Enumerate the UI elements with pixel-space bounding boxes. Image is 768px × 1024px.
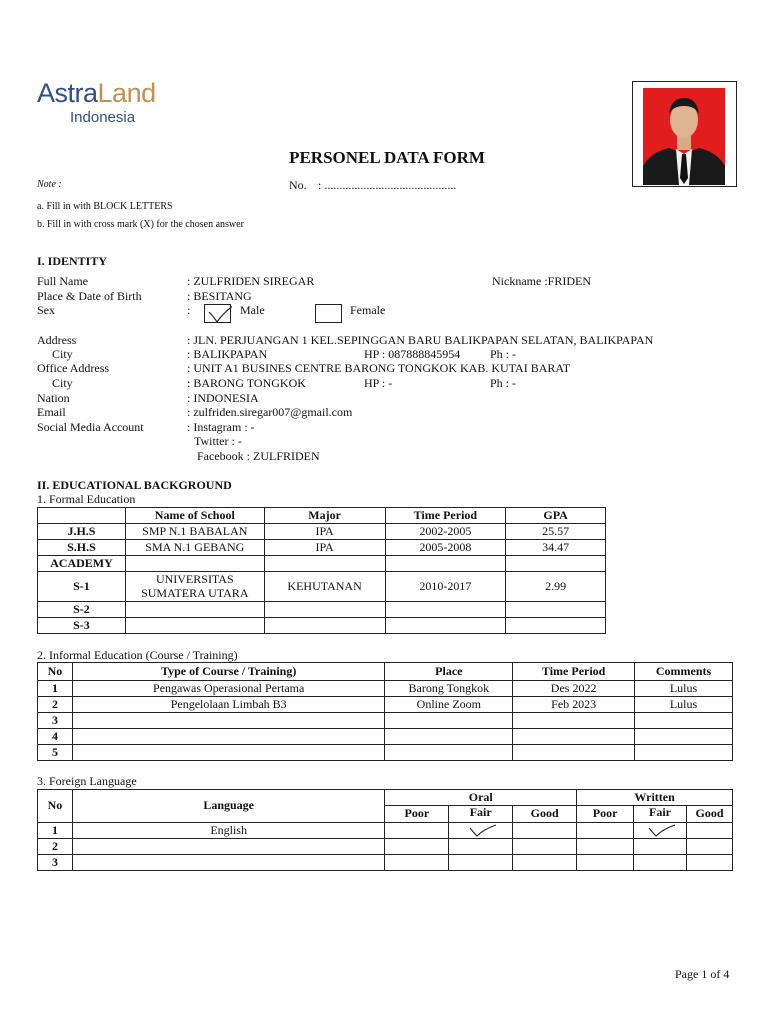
full-name-value: : ZULFRIDEN SIREGAR [187,274,315,288]
informal-comments [635,713,733,729]
written-good-header: Good [686,806,732,823]
pdob-label: Place & Date of Birth [37,289,142,303]
formal-period: 2010-2017 [385,572,506,602]
foreign-language: English [72,823,384,839]
city-label: City [52,347,73,361]
no-value: : ............................................ [318,178,457,192]
check-mark-icon [205,305,232,324]
oral-poor-header: Poor [385,806,449,823]
informal-place [385,729,513,745]
written-good-cell[interactable] [686,823,732,839]
formal-school [125,602,264,618]
informal-place [385,745,513,761]
formal-header-school: Name of School [125,508,264,524]
table-row [38,556,606,572]
table-row [38,855,733,871]
formal-school: UNIVERSITAS SUMATERA UTARA [125,572,264,602]
formal-level: S.H.S [38,540,126,556]
informal-no: 1 [38,681,73,697]
formal-level: S-1 [38,572,126,602]
foreign-no: 3 [38,855,73,871]
informal-course [72,729,384,745]
formal-education-label: 1. Formal Education [37,492,136,506]
formal-gpa [506,556,606,572]
formal-school: SMA N.1 GEBANG [125,540,264,556]
informal-no: 4 [38,729,73,745]
informal-course: Pengawas Operasional Pertama [72,681,384,697]
foreign-header-oral: Oral [385,790,577,806]
informal-header-place: Place [385,663,513,681]
table-row [38,602,606,618]
city-value: : BALIKPAPAN [187,347,268,361]
note-label: Note : [37,179,62,190]
table-row [38,540,606,556]
formal-gpa [506,602,606,618]
oral-good-cell[interactable] [513,823,577,839]
informal-course: Pengelolaan Limbah B3 [72,697,384,713]
email-label: Email [37,405,66,419]
written-fair-header: Fair [634,806,687,823]
oral-fair-cell[interactable] [449,823,513,839]
informal-period: Feb 2023 [513,697,635,713]
table-row [38,697,733,713]
foreign-language [72,855,384,871]
informal-education-label: 2. Informal Education (Course / Training) [37,648,238,662]
informal-no: 3 [38,713,73,729]
photo-frame [632,81,737,187]
formal-level: J.H.S [38,524,126,540]
male-checkbox[interactable] [204,304,231,323]
formal-period [385,556,506,572]
informal-comments [635,729,733,745]
logo-brand-land: Land [97,78,156,108]
informal-no: 2 [38,697,73,713]
social-label: Social Media Account [37,420,144,434]
formal-major [264,618,385,634]
formal-major: IPA [264,540,385,556]
oral-poor-cell[interactable] [385,839,449,855]
email-value: : zulfriden.siregar007@gmail.com [187,405,353,419]
page-number: Page 1 of 4 [675,967,730,981]
oral-fair-cell[interactable] [449,855,513,871]
formal-level: S-3 [38,618,126,634]
informal-header-period: Time Period [513,663,635,681]
nickname-value: Nickname :FRIDEN [492,274,591,288]
oral-good-cell[interactable] [513,839,577,855]
informal-period: Des 2022 [513,681,635,697]
informal-period [513,745,635,761]
formal-school [125,618,264,634]
oral-good-header: Good [513,806,577,823]
astraland-logo [37,80,156,126]
twitter-value: Twitter : - [194,434,242,448]
informal-comments: Lulus [635,681,733,697]
foreign-language [72,839,384,855]
informal-no: 5 [38,745,73,761]
formal-level: ACADEMY [38,556,126,572]
foreign-no: 2 [38,839,73,855]
table-row [38,839,733,855]
formal-period: 2005-2008 [385,540,506,556]
written-fair-cell[interactable] [634,855,687,871]
formal-period [385,602,506,618]
informal-place [385,713,513,729]
table-row [38,681,733,697]
logo-brand-astra: Astra [37,78,98,108]
formal-education-table [37,507,606,634]
oral-poor-cell[interactable] [385,855,449,871]
foreign-header-no: No [38,790,73,823]
formal-gpa: 34.47 [506,540,606,556]
informal-period [513,713,635,729]
education-heading: II. EDUCATIONAL BACKGROUND [37,478,232,492]
informal-course [72,745,384,761]
informal-header-comments: Comments [635,663,733,681]
nation-value: : INDONESIA [187,391,259,405]
table-row [38,823,733,839]
facebook-value: Facebook : ZULFRIDEN [197,449,320,463]
form-title: PERSONEL DATA FORM [289,148,485,167]
profile-photo [643,88,725,185]
written-poor-cell[interactable] [577,823,634,839]
formal-school [125,556,264,572]
informal-period [513,729,635,745]
informal-header-no: No [38,663,73,681]
formal-gpa [506,618,606,634]
formal-header-level [38,508,126,524]
foreign-language-table [37,789,733,871]
identity-heading: I. IDENTITY [37,254,108,268]
sex-label: Sex [37,303,55,317]
logo-subtitle: Indonesia [70,109,136,126]
male-label: Male [240,303,265,317]
address-value: : JLN. PERJUANGAN 1 KEL.SEPINGGAN BARU BALIKPAPAN SELATAN, BALIKPAPAN [187,333,654,347]
office-value: : UNIT A1 BUSINES CENTRE BARONG TONGKOK KAB. KUTAI BARAT [187,361,571,375]
office-ph-value: Ph : - [490,376,517,390]
pdob-value: : BESITANG [187,289,252,303]
address-label: Address [37,333,77,347]
table-row [38,572,606,602]
informal-course [72,713,384,729]
check-mark-icon [643,824,677,838]
formal-gpa: 25.57 [506,524,606,540]
table-row [38,729,733,745]
sex-colon: : [187,303,191,317]
written-poor-header: Poor [577,806,634,823]
office-city-label: City [52,376,73,390]
informal-comments: Lulus [635,697,733,713]
informal-place: Online Zoom [385,697,513,713]
full-name-label: Full Name [37,274,88,288]
informal-comments [635,745,733,761]
informal-place: Barong Tongkok [385,681,513,697]
nation-label: Nation [37,391,70,405]
table-row [38,745,733,761]
formal-level: S-2 [38,602,126,618]
written-poor-cell[interactable] [577,855,634,871]
oral-fair-cell[interactable] [449,839,513,855]
ph-value: Ph : - [490,347,517,361]
formal-header-gpa: GPA [506,508,606,524]
formal-header-major: Major [264,508,385,524]
no-label: No. [289,178,307,192]
formal-major [264,556,385,572]
table-row [38,713,733,729]
foreign-header-written: Written [577,790,733,806]
written-poor-cell[interactable] [577,839,634,855]
foreign-header-language: Language [72,790,384,823]
office-hp-value: HP : - [364,376,393,390]
female-label: Female [350,303,386,317]
hp-value: HP : 087888845954 [364,347,461,361]
table-row [38,618,606,634]
check-mark-icon [464,824,498,838]
office-label: Office Address [37,361,110,375]
oral-good-cell[interactable] [513,855,577,871]
written-good-cell[interactable] [686,855,732,871]
oral-poor-cell[interactable] [385,823,449,839]
formal-major: IPA [264,524,385,540]
table-row [38,524,606,540]
written-good-cell[interactable] [686,839,732,855]
oral-fair-header: Fair [449,806,513,823]
formal-major: KEHUTANAN [264,572,385,602]
informal-education-table [37,662,733,761]
formal-period: 2002-2005 [385,524,506,540]
foreign-no: 1 [38,823,73,839]
written-fair-cell[interactable] [634,839,687,855]
formal-gpa: 2.99 [506,572,606,602]
instagram-value: : Instagram : - [187,420,255,434]
female-checkbox[interactable] [315,304,342,323]
formal-period [385,618,506,634]
informal-header-course: Type of Course / Training) [72,663,384,681]
note-b: b. Fill in with cross mark (X) for the chosen answer [37,219,244,230]
formal-major [264,602,385,618]
office-city-value: : BARONG TONGKOK [187,376,306,390]
foreign-language-label: 3. Foreign Language [37,774,137,788]
formal-school: SMP N.1 BABALAN [125,524,264,540]
written-fair-cell[interactable] [634,823,687,839]
formal-header-period: Time Period [385,508,506,524]
note-a: a. Fill in with BLOCK LETTERS [37,201,173,212]
